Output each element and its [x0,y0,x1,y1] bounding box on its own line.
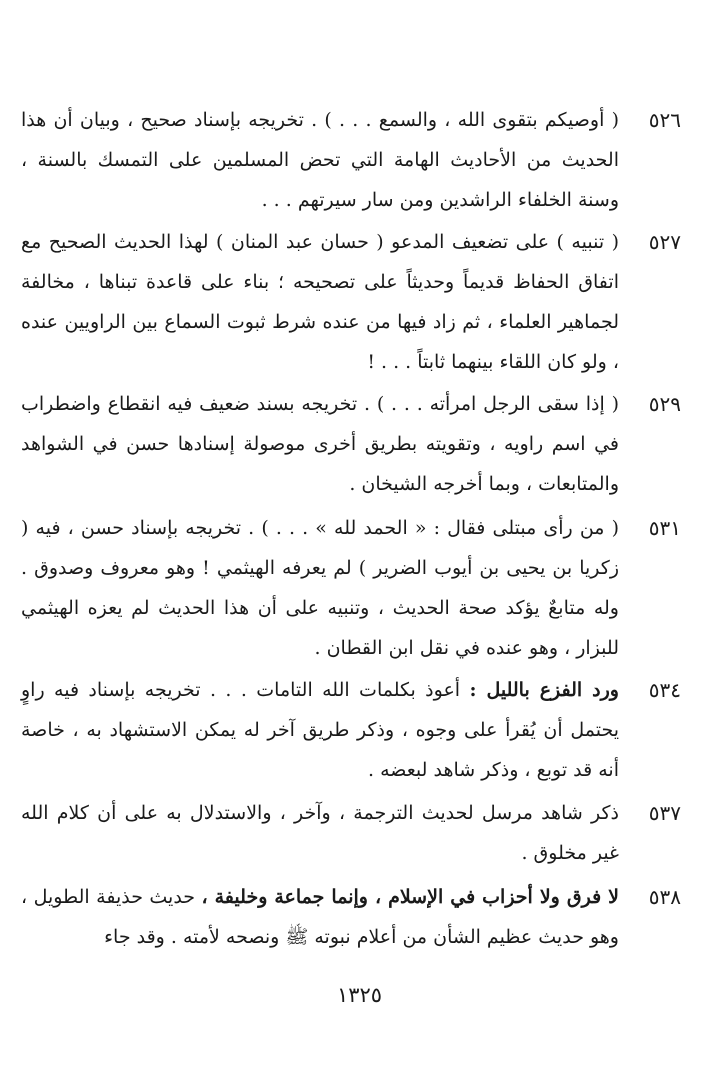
entry-number: ٥٢٦ [648,108,681,132]
entry-text [21,877,619,957]
entry-heading: ورد الفزع بالليل : [469,679,619,701]
page-number: ١٣٢٥ [336,983,383,1007]
entry-number: ٥٣٤ [648,678,681,702]
entry-text [21,508,619,668]
entry-body: ( إذا سقى الرجل امرأته . . . ) . تخريجه بسند ضعيف فيه انقطاع واضطراب في اسم راويه ، وتقويته بطريق أخرى موصولة إسنادها حسن في الشواهد والمتابعات ، وبما أخرجه الشيخان . [21,393,619,495]
entry-heading: لا فرق ولا أحزاب في الإسلام ، وإنما جماعة وخليفة ، [201,886,620,908]
entry-number: ٥٣٧ [648,801,681,825]
entry-body: ذكر شاهد مرسل لحديث الترجمة ، وآخر ، والاستدلال به على أن كلام الله غير مخلوق . [21,802,619,864]
entry-text [21,100,619,220]
entry-body: ( تنبيه ) على تضعيف المدعو ( حسان عبد المنان ) لهذا الحديث الصحيح مع اتفاق الحفاظ قديماً وحديثاً على تصحيحه ؛ بناء على قاعدة تبناها ، مخالفة لجماهير العلماء ، ثم زاد فيها من عنده شرط ثبوت السماع بين الراويين عنده ، ولو كان اللقاء بينهما ثابتاً . . . ! [21,231,619,373]
entry-text [21,793,619,873]
entry-number: ٥٣١ [648,516,681,540]
entry-number: ٥٢٩ [648,392,681,416]
entry-number: ٥٢٧ [648,230,681,254]
entry-text [21,670,619,790]
entry-body: حديث حذيفة الطويل ، وهو حديث عظيم الشأن من أعلام نبوته ﷺ ونصحه لأمته . وقد جاء [21,886,619,948]
entry-body: ( أوصيكم بتقوى الله ، والسمع . . . ) . تخريجه بإسناد صحيح ، وبيان أن هذا الحديث من الأحاديث الهامة التي تحض المسلمين على التمسك بالسنة ، وسنة الخلفاء الراشدين ومن سار سيرتهم . . . [21,109,619,211]
entry-body: أعوذ بكلمات الله التامات . . . تخريجه بإسناد فيه راوٍ يحتمل أن يُقرأ على وجوه ، وذكر طريق آخر له يمكن الاستشهاد به ، خاصة أنه قد توبع ، وذكر شاهد لبعضه . [21,679,619,781]
entry-text [21,384,619,504]
entry-number: ٥٣٨ [648,885,681,909]
entry-text [21,222,619,382]
entry-body: ( من رأى مبتلى فقال : « الحمد لله » . . . ) . تخريجه بإسناد حسن ، فيه ( زكريا بن يحيى بن أيوب الضرير ) لم يعرفه الهيثمي ! وهو معروف وصدوق . وله متابعٌ يؤكد صحة الحديث ، وتنبيه على أن هذا الحديث لم يعزه الهيثمي للبزار ، وهو عنده في نقل ابن القطان . [21,517,619,659]
